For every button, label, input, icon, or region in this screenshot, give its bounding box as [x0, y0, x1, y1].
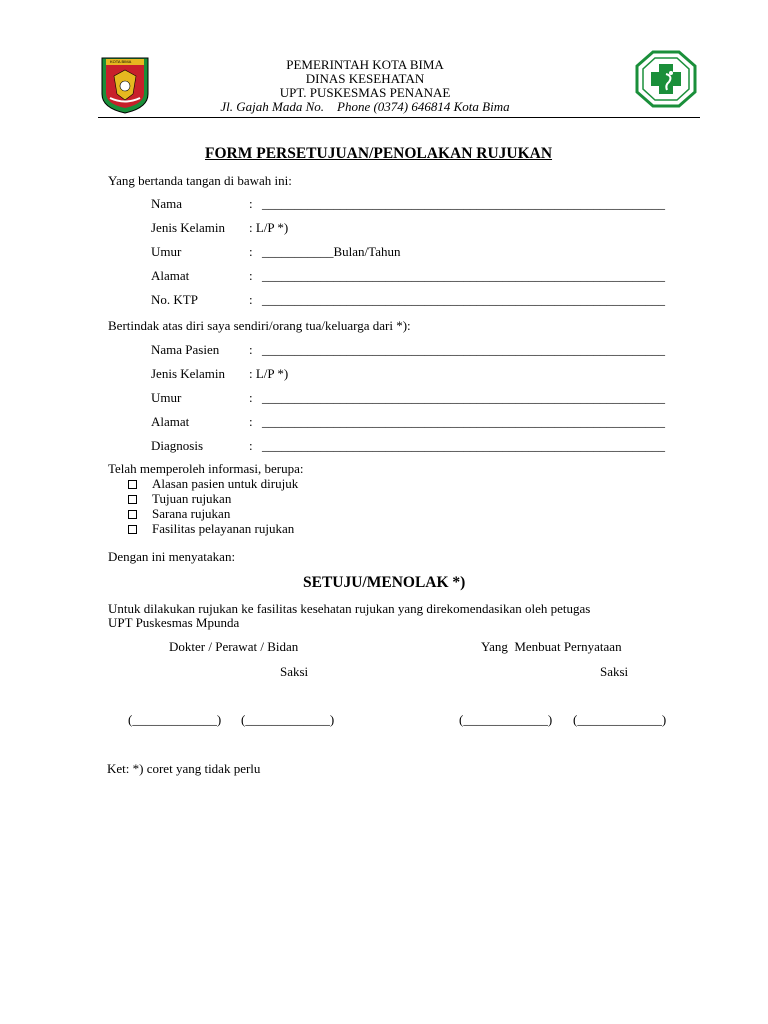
info-heading: Telah memperoleh informasi, berupa: [108, 461, 304, 476]
header-puskesmas: UPT. PUSKESMAS PENANAE [279, 85, 451, 100]
field-colon: : [249, 268, 253, 283]
witness-right-label: Saksi [600, 664, 629, 679]
field-gender-options-pasien[interactable]: : L/P *) [249, 366, 289, 381]
field-label-jenis-kelamin: Jenis Kelamin [151, 220, 226, 235]
signature-slot-declarant[interactable]: (_____________) [459, 712, 553, 727]
field-colon: : [249, 244, 253, 259]
field-line-no-ktp[interactable]: ______________________________________________________________ [262, 292, 665, 307]
signature-slot-witness-left[interactable]: (_____________) [241, 712, 335, 727]
header-address: Jl. Gajah Mada No. Phone (0374) 646814 Kota Bima [220, 99, 510, 114]
field-line-alamat[interactable]: ______________________________________________________________ [262, 268, 665, 283]
field-label-umur-pasien: Umur [151, 390, 182, 405]
field-gender-options[interactable]: : L/P *) [249, 220, 289, 235]
purpose-line-2: UPT Puskesmas Mpunda [108, 615, 240, 630]
header-department: DINAS KESEHATAN [305, 71, 425, 86]
checkbox-tujuan[interactable] [128, 495, 137, 504]
header-separator [98, 117, 700, 118]
intro-text: Yang bertanda tangan di bawah ini: [108, 173, 292, 188]
field-colon: : [249, 438, 253, 453]
field-line-nama[interactable]: ______________________________________________________________ [262, 196, 665, 211]
logo-caption: KOTA BIMA [110, 59, 132, 64]
signature-slot-doctor[interactable]: (_____________) [128, 712, 222, 727]
sign-left-title: Dokter / Perawat / Bidan [169, 639, 299, 654]
info-item-alasan: Alasan pasien untuk dirujuk [152, 476, 299, 491]
field-label-alamat: Alamat [151, 268, 190, 283]
decision-text[interactable]: SETUJU/MENOLAK *) [303, 574, 466, 591]
field-label-jenis-kelamin-pasien: Jenis Kelamin [151, 366, 226, 381]
acting-for-text: Bertindak atas diri saya sendiri/orang tua/keluarga dari *): [108, 318, 411, 333]
info-item-sarana: Sarana rujukan [152, 506, 231, 521]
witness-left-label: Saksi [280, 664, 309, 679]
purpose-line-1: Untuk dilakukan rujukan ke fasilitas kesehatan rujukan yang direkomendasikan oleh petugas [108, 601, 591, 616]
field-label-alamat-pasien: Alamat [151, 414, 190, 429]
signature-slot-witness-right[interactable]: (_____________) [573, 712, 667, 727]
info-item-fasilitas: Fasilitas pelayanan rujukan [152, 521, 295, 536]
field-label-no-ktp: No. KTP [151, 292, 198, 307]
field-line-umur[interactable]: ___________Bulan/Tahun [262, 244, 401, 259]
field-label-nama: Nama [151, 196, 183, 211]
checkbox-sarana[interactable] [128, 510, 137, 519]
info-item-tujuan: Tujuan rujukan [152, 491, 232, 506]
field-label-nama-pasien: Nama Pasien [151, 342, 220, 357]
field-colon: : [249, 196, 253, 211]
field-line-alamat-pasien[interactable]: ______________________________________________________________ [262, 414, 665, 429]
field-line-umur-pasien[interactable]: ______________________________________________________________ [262, 390, 665, 405]
field-colon: : [249, 292, 253, 307]
field-label-diagnosis: Diagnosis [151, 438, 203, 453]
sign-right-title: Yang Menbuat Pernyataan [481, 639, 622, 654]
header-government: PEMERINTAH KOTA BIMA [286, 57, 444, 72]
field-line-nama-pasien[interactable]: ______________________________________________________________ [262, 342, 665, 357]
checkbox-alasan[interactable] [128, 480, 137, 489]
field-colon: : [249, 342, 253, 357]
checkbox-fasilitas[interactable] [128, 525, 137, 534]
field-line-diagnosis[interactable]: ______________________________________________________________ [262, 438, 665, 453]
declare-text: Dengan ini menyatakan: [108, 549, 236, 564]
puskesmas-logo [635, 50, 697, 108]
form-title: FORM PERSETUJUAN/PENOLAKAN RUJUKAN [205, 145, 553, 162]
field-colon: : [249, 414, 253, 429]
field-label-umur: Umur [151, 244, 182, 259]
footnote: Ket: *) coret yang tidak perlu [107, 761, 261, 776]
field-colon: : [249, 390, 253, 405]
